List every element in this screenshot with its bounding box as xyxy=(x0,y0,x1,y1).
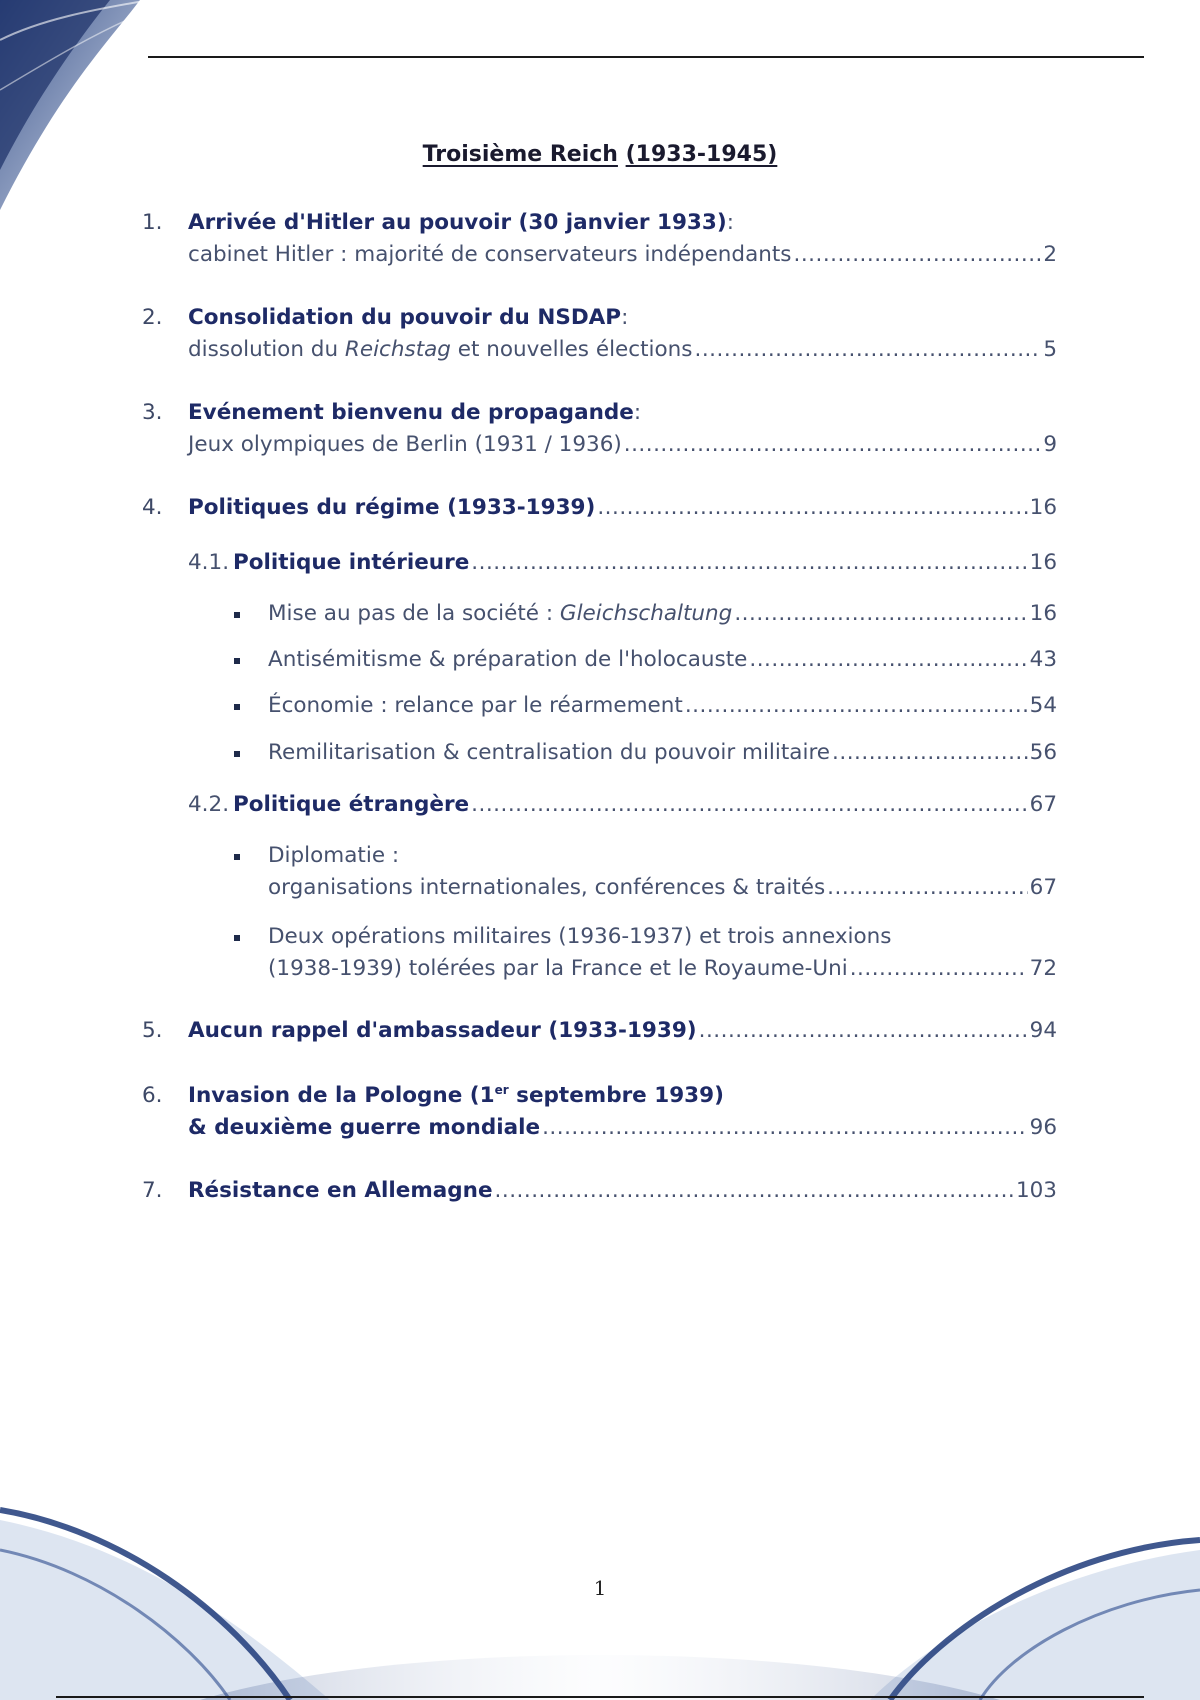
leader-dots xyxy=(495,1175,1014,1207)
toc-entry-7[interactable] xyxy=(142,1175,1057,1207)
page-ref: 5 xyxy=(1043,337,1057,362)
toc-entry-5[interactable] xyxy=(142,1015,1057,1047)
page-ref: 56 xyxy=(1029,740,1057,765)
leader-dots xyxy=(685,690,1028,722)
entry-colon: : xyxy=(633,400,642,425)
entry-text: Antisémitisme & préparation de l'holocauste xyxy=(268,647,748,672)
leader-dots xyxy=(699,1015,1028,1047)
page-ref: 96 xyxy=(1029,1115,1057,1140)
entry-text: Jeux olympiques de Berlin (1931 / 1936) xyxy=(188,432,622,457)
leader-dots xyxy=(794,239,1042,271)
leader-dots xyxy=(694,334,1041,366)
leader-dots xyxy=(832,737,1028,769)
page-number: 1 xyxy=(593,1576,607,1600)
leader-dots xyxy=(827,872,1027,904)
text-italic: Gleichschaltung xyxy=(559,601,733,626)
leader-dots xyxy=(542,1112,1028,1144)
leader-dots xyxy=(471,547,1027,579)
entry-heading: Consolidation du pouvoir du NSDAP xyxy=(188,305,622,330)
page-ref: 54 xyxy=(1029,693,1057,718)
leader-dots xyxy=(597,492,1027,524)
toc-bullet-1[interactable] xyxy=(232,598,1057,630)
entry-text-line-2: organisations internationales, conférences & traités xyxy=(268,875,826,900)
square-bullet-icon xyxy=(234,854,240,860)
toc-entry-4-2[interactable] xyxy=(188,789,1057,821)
page-ref: 103 xyxy=(1015,1178,1057,1203)
page-ref: 72 xyxy=(1029,956,1057,981)
square-bullet-icon xyxy=(234,704,240,710)
page-ref: 16 xyxy=(1029,495,1057,520)
leader-dots xyxy=(749,644,1027,676)
entry-number: 2. xyxy=(142,305,163,330)
toc-entry-3[interactable] xyxy=(142,397,1057,461)
text-part: Mise au pas de la société : xyxy=(268,601,560,626)
page-ref: 43 xyxy=(1029,647,1057,672)
entry-heading: Résistance en Allemagne xyxy=(188,1178,493,1203)
entry-heading-line-2: & deuxième guerre mondiale xyxy=(188,1115,541,1140)
entry-number: 7. xyxy=(142,1178,163,1203)
page-ref: 94 xyxy=(1029,1018,1057,1043)
heading-superscript: er xyxy=(494,1082,509,1097)
square-bullet-icon xyxy=(234,935,240,941)
toc-bullet-6[interactable] xyxy=(232,921,1057,985)
toc-bullet-2[interactable] xyxy=(232,644,1057,676)
entry-heading: Arrivée d'Hitler au pouvoir (30 janvier 1933) xyxy=(188,210,727,235)
entry-text: Économie : relance par le réarmement xyxy=(268,693,683,718)
toc-entry-6[interactable] xyxy=(142,1080,1057,1144)
text-part: dissolution du xyxy=(188,337,345,362)
entry-number: 6. xyxy=(142,1083,163,1108)
leader-dots xyxy=(850,953,1028,985)
entry-text: cabinet Hitler : majorité de conservateurs indépendants xyxy=(188,242,792,267)
leader-dots xyxy=(624,429,1042,461)
toc-bullet-5[interactable] xyxy=(232,840,1057,904)
entry-heading xyxy=(188,1080,724,1112)
toc-entry-2[interactable] xyxy=(142,302,1057,366)
entry-colon: : xyxy=(726,210,734,235)
entry-number: 4.2. xyxy=(188,792,230,817)
toc-bullet-3[interactable] xyxy=(232,690,1057,722)
page-ref: 2 xyxy=(1043,242,1057,267)
corner-swoosh-decoration xyxy=(0,0,150,230)
entry-heading: Politiques du régime (1933-1939) xyxy=(188,495,596,520)
document-title xyxy=(0,142,1200,167)
entry-colon: : xyxy=(621,305,629,330)
entry-number: 4.1. xyxy=(188,550,230,575)
leader-dots xyxy=(734,598,1027,630)
entry-text-line-1: Diplomatie : xyxy=(268,843,400,868)
toc-entry-4[interactable] xyxy=(142,492,1057,524)
entry-text xyxy=(188,334,692,366)
entry-number: 3. xyxy=(142,400,163,425)
title-main: Troisième Reich xyxy=(422,142,618,167)
page-ref: 9 xyxy=(1043,432,1057,457)
heading-part: Invasion de la Pologne (1 xyxy=(188,1083,495,1108)
entry-number: 5. xyxy=(142,1018,163,1043)
entry-text xyxy=(268,598,732,630)
toc-entry-4-1[interactable] xyxy=(188,547,1057,579)
entry-number: 1. xyxy=(142,210,163,235)
entry-heading: Evénement bienvenu de propagande xyxy=(188,400,634,425)
square-bullet-icon xyxy=(234,751,240,757)
page-ref: 67 xyxy=(1029,792,1057,817)
text-italic: Reichstag xyxy=(344,337,451,362)
footer-rule xyxy=(56,1696,1144,1698)
page-ref: 16 xyxy=(1029,601,1057,626)
square-bullet-icon xyxy=(234,612,240,618)
page-ref: 16 xyxy=(1029,550,1057,575)
leader-dots xyxy=(471,789,1027,821)
entry-text-line-2: (1938-1939) tolérées par la France et le Royaume-Uni xyxy=(268,956,848,981)
toc-entry-1[interactable] xyxy=(142,207,1057,271)
entry-heading: Politique étrangère xyxy=(233,792,470,817)
page-ref: 67 xyxy=(1029,875,1057,900)
toc-bullet-4[interactable] xyxy=(232,737,1057,769)
entry-heading: Politique intérieure xyxy=(233,550,470,575)
title-dates: (1933-1945) xyxy=(625,142,778,167)
entry-heading: Aucun rappel d'ambassadeur (1933-1939) xyxy=(188,1018,697,1043)
entry-text-line-1: Deux opérations militaires (1936-1937) et trois annexions xyxy=(268,924,892,949)
entry-text: Remilitarisation & centralisation du pouvoir militaire xyxy=(268,740,831,765)
square-bullet-icon xyxy=(234,658,240,664)
header-rule xyxy=(148,56,1144,58)
text-part: et nouvelles élections xyxy=(450,337,693,362)
entry-number: 4. xyxy=(142,495,163,520)
heading-part: septembre 1939) xyxy=(508,1083,724,1108)
